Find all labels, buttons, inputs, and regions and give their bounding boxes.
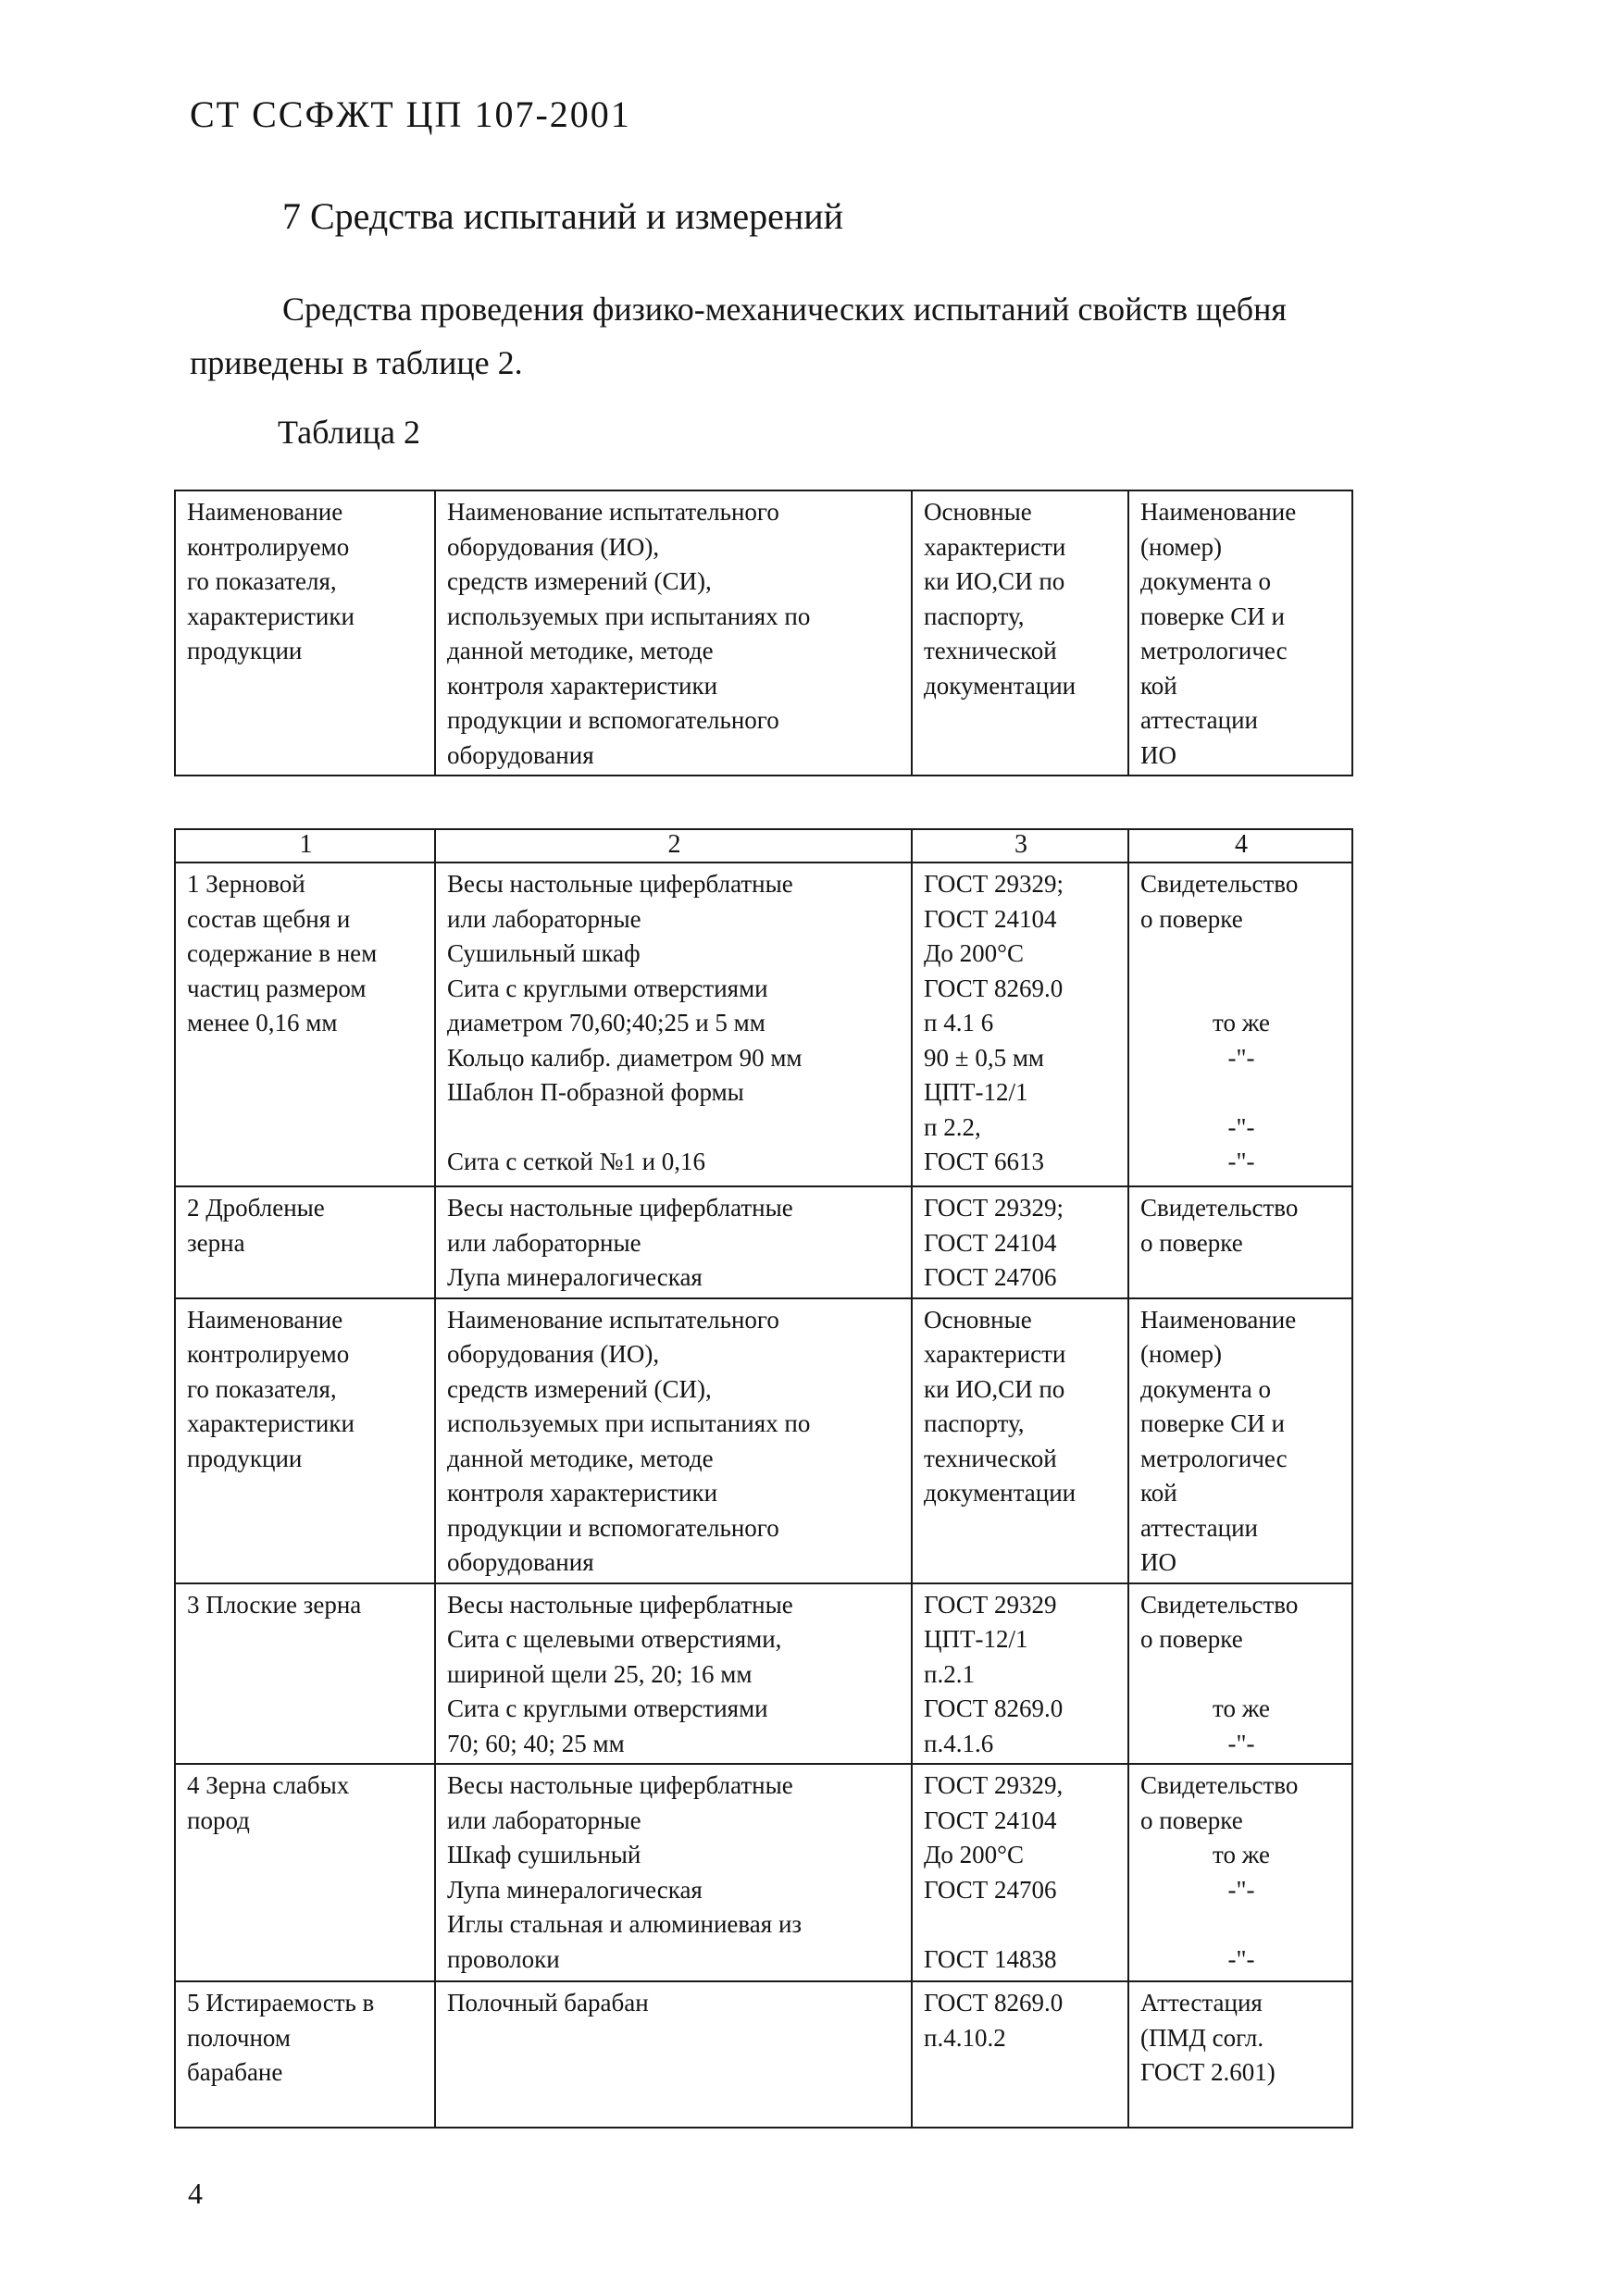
cell-text-line: технической [924,637,1057,664]
cell-text-line: ИО [1140,1548,1176,1576]
cell-text-line: ГОСТ 29329; [924,1194,1064,1222]
row-equipment-cell [435,863,912,1186]
intro-line-2: приведены в таблице 2. [190,344,523,381]
cell-text-line: аттестации [1140,706,1258,734]
cell-text-line: -"- [1227,1729,1255,1757]
cell-text-line [1140,1260,1342,1296]
row-document-cell [1128,1583,1352,1765]
cell-text-line: документа о [1140,567,1271,595]
cell-text-line: паспорту, [924,602,1025,630]
row-indicator-cell [175,863,435,1186]
cell-text-line: Весы настольные циферблатные [447,870,793,898]
cell-text-line: оборудования [447,740,594,769]
cell-text-line: кой [1140,671,1177,700]
cell-text-line: то же [1213,1841,1270,1868]
cell-text-line: о поверке [1140,904,1243,933]
cell-text-line: пород [187,1806,250,1834]
cell-text-line: метрологичес [1140,637,1288,664]
cell-text-line: контроля характеристики [447,1479,718,1507]
table-row [175,1583,1352,1765]
cell-text-line: продукции [187,1444,303,1472]
cell-text-line: оборудования [447,1548,594,1576]
cell-text-line [1140,1657,1342,1693]
cell-text-line: используемых при испытаниях по [447,1409,811,1437]
cell-text-line: ГОСТ 29329; [924,870,1064,898]
cell-text-line: проволоки [447,1944,560,1973]
cell-text-line: Сита с щелевыми отверстиями, [447,1625,782,1653]
cell-text-line: контроля характеристики [447,671,718,700]
row-characteristics-cell [912,1298,1128,1583]
row-equipment-cell [435,1298,912,1583]
cell-text-line: полочном [187,2023,291,2052]
cell-text-line: ГОСТ 24104 [924,1228,1057,1257]
cell-text-line: зерна [187,1228,245,1257]
table-row [175,1764,1352,1981]
row-equipment-cell [435,1186,912,1298]
cell-text-line: Свидетельство [1140,1771,1299,1799]
cell-text-line: -"- [1227,1148,1255,1175]
row-document-cell [1128,1186,1352,1298]
cell-text-line: п.4.10.2 [924,2023,1006,2052]
cell-text-line: барабане [187,2058,283,2086]
cell-text-line: метрологичес [1140,1444,1288,1472]
cell-text-line: характеристи [924,532,1066,561]
cell-text-line: характеристики [187,602,355,630]
cell-text-line: ГОСТ 24104 [924,1806,1057,1834]
header-cell-characteristics [912,490,1128,776]
cell-text-line [1140,937,1342,972]
cell-text-line: Полочный барабан [447,1989,649,2017]
table-row [175,1981,1352,2128]
cell-text-line: 3 Плоские зерна [187,1590,362,1619]
cell-text-line: о поверке [1140,1625,1243,1653]
cell-text-line: Весы настольные циферблатные [447,1590,793,1619]
column-number-2: 2 [435,829,912,863]
cell-text-line [447,1111,902,1146]
cell-text-line: ГОСТ 29329 [924,1590,1057,1619]
intro-paragraph [190,282,1486,390]
column-number-3: 3 [912,829,1128,863]
cell-text-line: Наименование испытательного [447,1305,779,1334]
cell-text-line: Свидетельство [1140,870,1299,898]
cell-text-line: п 4.1 6 [924,1009,994,1036]
cell-text-line: ГОСТ 29329, [924,1771,1064,1799]
cell-text-line: Кольцо калибр. диаметром 90 мм [447,1043,803,1072]
cell-text-line: -"- [1227,1112,1255,1141]
document-code: СТ ССФЖТ ЦП 107-2001 [190,93,631,135]
cell-text-line: менее 0,16 мм [187,1009,338,1036]
cell-text-line: или лабораторные [447,904,641,933]
row-characteristics-cell [912,1981,1128,2128]
cell-text-line: данной методике, методе [447,1444,714,1472]
row-equipment-cell [435,1981,912,2128]
cell-text-line: оборудования (ИО), [447,1340,660,1368]
cell-text-line: ГОСТ 8269.0 [924,1694,1064,1722]
cell-text-line: ГОСТ 24104 [924,904,1057,933]
cell-text-line: Свидетельство [1140,1194,1299,1222]
cell-text-line: ГОСТ 14838 [924,1944,1057,1973]
cell-text-line: До 200°С [924,1841,1024,1868]
cell-text-line [1140,972,1342,1007]
row-characteristics-cell [912,1186,1128,1298]
row-characteristics-cell [912,1583,1128,1765]
cell-text-line: характеристи [924,1340,1066,1368]
page-number: 4 [188,2177,203,2210]
cell-text-line: ки ИО,СИ по [924,567,1065,595]
cell-text-line: Сита с сеткой №1 и 0,16 [447,1148,706,1175]
cell-text-line: используемых при испытаниях по [447,602,811,630]
cell-text-line: то же [1213,1009,1270,1036]
cell-text-line: контролируемо [187,1340,350,1368]
cell-text-line: или лабораторные [447,1228,641,1257]
cell-text-line: ГОСТ 8269.0 [924,974,1064,1002]
table-caption: Таблица 2 [278,414,420,451]
cell-text-line: 2 Дробленые [187,1194,325,1222]
cell-text-line: диаметром 70,60;40;25 и 5 мм [447,1009,765,1036]
cell-text-line: ки ИО,СИ по [924,1374,1065,1403]
cell-text-line: или лабораторные [447,1806,641,1834]
cell-text-line: паспорту, [924,1409,1025,1437]
cell-text-line: -"- [1227,1875,1255,1904]
cell-text-line: состав щебня и [187,904,351,933]
cell-text-line: продукции [187,637,303,664]
cell-text-line: Основные [924,1305,1032,1334]
cell-text-line [1140,1907,1342,1942]
cell-text-line: данной методике, методе [447,637,714,664]
cell-text-line: средств измерений (СИ), [447,567,712,595]
cell-text-line: контролируемо [187,532,350,561]
cell-text-line: оборудования (ИО), [447,532,660,561]
cell-text-line: (номер) [1140,1340,1222,1368]
cell-text-line: Шкаф сушильный [447,1841,641,1868]
row-indicator-cell [175,1764,435,1981]
cell-text-line: 4 Зерна слабых [187,1771,350,1799]
cell-text-line: Аттестация [1140,1989,1263,2017]
cell-text-line: Наименование [1140,1305,1297,1334]
cell-text-line [1140,1075,1342,1111]
cell-text-line: 70; 60; 40; 25 мм [447,1729,625,1757]
cell-text-line: средств измерений (СИ), [447,1374,712,1403]
cell-text-line: кой [1140,1479,1177,1507]
cell-text-line: Лупа минералогическая [447,1875,703,1904]
column-number-row [175,829,1352,863]
cell-text-line: то же [1213,1694,1270,1722]
cell-text-line: -"- [1227,1944,1255,1973]
cell-text-line: ГОСТ 24706 [924,1875,1057,1904]
header-cell-indicator [175,490,435,776]
cell-text-line: Сита с круглыми отверстиями [447,974,768,1002]
table-row-repeated-header [175,1298,1352,1583]
cell-text-line: Весы настольные циферблатные [447,1771,793,1799]
cell-text-line: шириной щели 25, 20; 16 мм [447,1659,753,1688]
cell-text-line: (номер) [1140,532,1222,561]
cell-text-line: ГОСТ 6613 [924,1148,1045,1175]
cell-text-line: 5 Истираемость в [187,1989,375,2017]
cell-text-line: Наименование [187,498,343,526]
cell-text-line: п.2.1 [924,1659,975,1688]
row-characteristics-cell [912,1764,1128,1981]
cell-text-line: ЦПТ-12/1 [924,1625,1028,1653]
cell-text-line: технической [924,1444,1057,1472]
cell-text-line: документации [924,1479,1077,1507]
table-header-block [174,490,1353,776]
cell-text-line: ИО [1140,740,1176,769]
cell-text-line: ГОСТ 8269.0 [924,1989,1064,2017]
cell-text-line: о поверке [1140,1806,1243,1834]
row-document-cell [1128,1764,1352,1981]
cell-text-line [924,1907,1118,1942]
table-row [175,863,1352,1186]
cell-text-line: Наименование [1140,498,1297,526]
cell-text-line: ГОСТ 2.601) [1140,2058,1276,2086]
cell-text-line: п.4.1.6 [924,1729,994,1757]
cell-text-line: частиц размером [187,974,367,1002]
cell-text-line: Сита с круглыми отверстиями [447,1694,768,1722]
section-title: 7 Средства испытаний и измерений [282,195,844,237]
table-row [175,1186,1352,1298]
cell-text-line: Лупа минералогическая [447,1263,703,1291]
row-indicator-cell [175,1981,435,2128]
cell-text-line: поверке СИ и [1140,602,1285,630]
header-cell-equipment [435,490,912,776]
table-header-row [175,490,1352,776]
cell-text-line: продукции и вспомогательного [447,1513,779,1542]
row-indicator-cell [175,1186,435,1298]
header-cell-verification-document [1128,490,1352,776]
row-characteristics-cell [912,863,1128,1186]
row-equipment-cell [435,1583,912,1765]
cell-text-line: продукции и вспомогательного [447,706,779,734]
row-equipment-cell [435,1764,912,1981]
cell-text-line: До 200°С [924,939,1024,967]
cell-text-line: Сушильный шкаф [447,939,641,967]
cell-text-line: п 2.2, [924,1112,981,1141]
cell-text-line: 1 Зерновой [187,870,305,898]
cell-text-line: документа о [1140,1374,1271,1403]
cell-text-line: поверке СИ и [1140,1409,1285,1437]
cell-text-line: Наименование испытательного [447,498,779,526]
cell-text-line: го показателя, [187,567,337,595]
cell-text-line: Основные [924,498,1032,526]
cell-text-line: аттестации [1140,1513,1258,1542]
cell-text-line: о поверке [1140,1228,1243,1257]
cell-text-line: Иглы стальная и алюминиевая из [447,1910,803,1938]
cell-text-line: характеристики [187,1409,355,1437]
row-document-cell [1128,1298,1352,1583]
cell-text-line: ГОСТ 24706 [924,1263,1057,1291]
cell-text-line: 90 ± 0,5 мм [924,1043,1044,1072]
row-indicator-cell [175,1583,435,1765]
cell-text-line: -"- [1227,1043,1255,1072]
cell-text-line: документации [924,671,1077,700]
cell-text-line: го показателя, [187,1374,337,1403]
table-main [174,828,1353,2128]
cell-text-line: (ПМД согл. [1140,2023,1264,2052]
cell-text-line: Свидетельство [1140,1590,1299,1619]
cell-text-line: Наименование [187,1305,343,1334]
cell-text-line: Весы настольные циферблатные [447,1194,793,1222]
column-number-4: 4 [1128,829,1352,863]
row-document-cell [1128,1981,1352,2128]
cell-text-line: Шаблон П-образной формы [447,1078,744,1106]
cell-text-line: содержание в нем [187,939,378,967]
intro-line-1: Средства проведения физико-механических испытаний свойств щебня [282,291,1287,328]
row-document-cell [1128,863,1352,1186]
cell-text-line: ЦПТ-12/1 [924,1078,1028,1106]
column-number-1: 1 [175,829,435,863]
row-indicator-cell [175,1298,435,1583]
